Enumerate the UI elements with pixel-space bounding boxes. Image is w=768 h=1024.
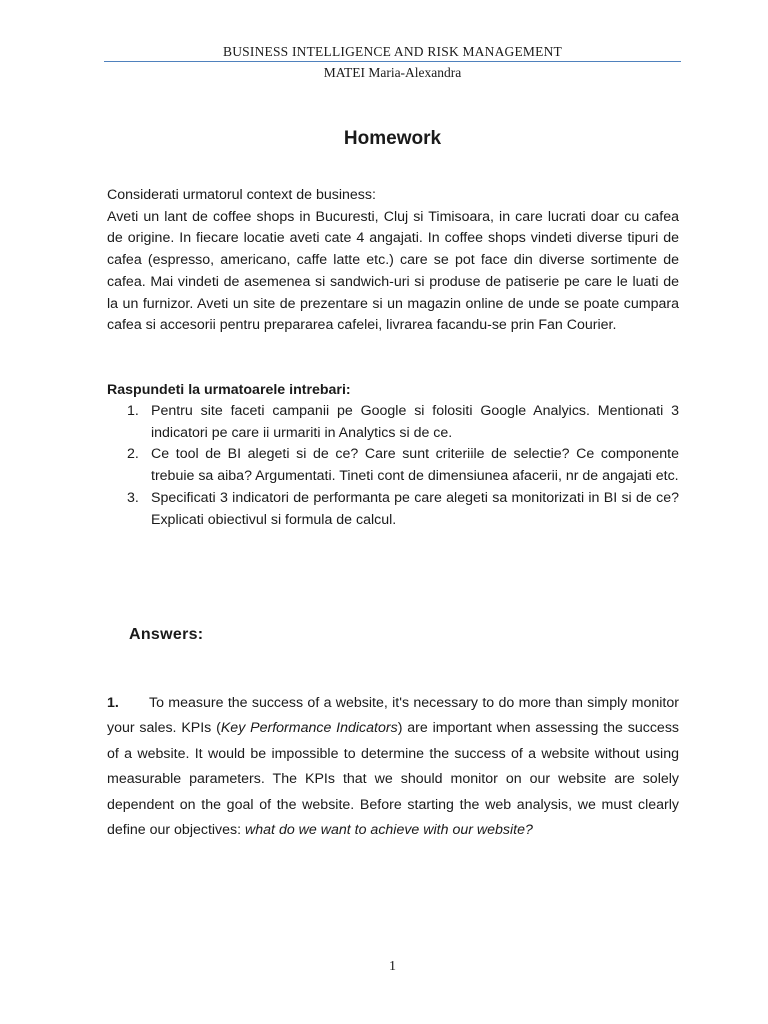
answer-emphasis: what do we want to achieve with our website? (245, 822, 533, 839)
answer-text-part: To measure the success of a website, it's necessary to do more than simply monitor your sales. KPIs ( (107, 695, 679, 737)
question-item (107, 488, 679, 531)
question-item (107, 444, 679, 487)
context-body: Aveti un lant de coffee shops in Bucuresti, Cluj si Timisoara, in care lucrati doar cu cafea de origine. In fiecare locatie aveti cate 4 angajati. In coffee shops vindeti diverse tipuri de cafea (espresso, americano, caffe latte etc.) care se pot face din diverse sortimente de cafea. Mai vindeti de asemenea si sandwich-uri si produse de patiserie pe care le luati de la un furnizor. Aveti un site de prezentare si un magazin online de unde se poate cumpara cafea si accesorii pentru prepararea cafelei, livrarea facandu-se prin Fan Courier. (107, 208, 679, 334)
question-text: Specificati 3 indicatori de performanta pe care alegeti sa monitorizati in BI si de ce? Explicati obiectivul si formula de calcul. (151, 489, 679, 528)
answer-emphasis: Key Performance Indicators (220, 720, 398, 737)
page-number: 1 (389, 959, 396, 974)
answers-heading: Answers: (129, 626, 204, 643)
question-number: 2. (127, 446, 139, 463)
answer-text-part: ) are important when assessing the success of a website. It would be impossible to determine the success of a website without using measurable parameters. The KPIs that we should monitor on our website are solely dependent on the goal of the website. Before starting the web analysis, we must clearly define our objectives: (107, 720, 680, 839)
question-text: Ce tool de BI alegeti si de ce? Care sunt criteriile de selectie? Ce componente trebuie sa aiba? Argumentati. Tineti cont de dimensiunea afacerii, nr de angajati etc. (151, 446, 679, 485)
document-title: Homework (343, 128, 442, 149)
answer-number: 1. (107, 695, 119, 711)
questions-list (107, 401, 679, 531)
question-item (107, 401, 679, 444)
header-author: MATEI Maria-Alexandra (323, 65, 462, 80)
header-divider (104, 61, 681, 62)
question-number: 3. (127, 489, 139, 506)
context-intro: Considerati urmatorul context de business: (107, 187, 376, 203)
questions-heading: Raspundeti la urmatoarele intrebari: (107, 382, 351, 398)
question-text: Pentru site faceti campanii pe Google si folositi Google Analyics. Mentionati 3 indicatori pe care ii urmariti in Analytics si de ce. (151, 403, 679, 441)
answer-1-paragraph (107, 691, 679, 843)
context-section (107, 185, 679, 337)
header-course-title: BUSINESS INTELLIGENCE AND RISK MANAGEMENT (223, 44, 562, 59)
question-number: 1. (127, 403, 139, 419)
